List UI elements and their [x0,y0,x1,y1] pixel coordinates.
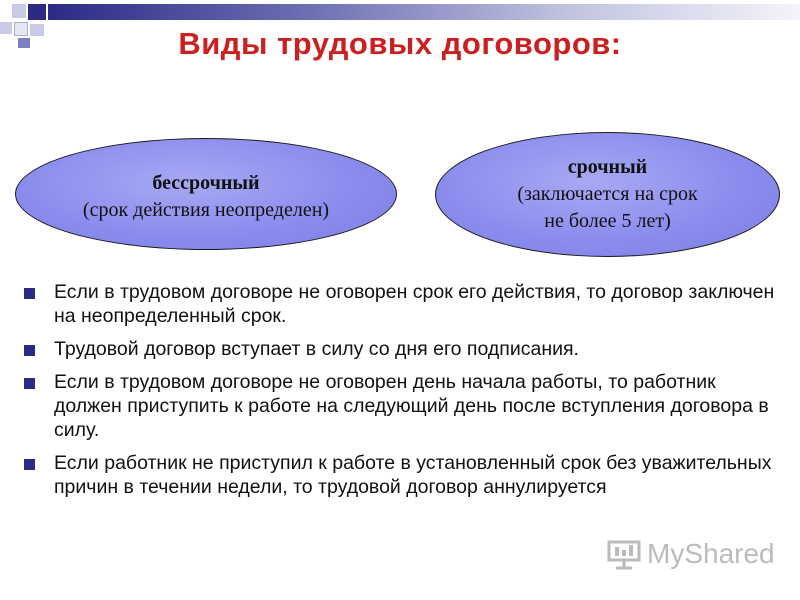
slide-title: Виды трудовых договоров: [178,26,622,61]
list-item [22,337,782,361]
watermark-text: MyShared [647,538,775,569]
square-bullet-icon [24,345,35,356]
indefinite-contract-heading: бессрочный [152,172,260,194]
list-item-text: Если в трудовом договоре не оговорен срок его действия, то договор заключен на неопределенный срок. [54,281,775,327]
list-item [22,370,782,442]
square-bullet-icon [24,288,35,299]
decor-square [28,4,46,20]
list-item-text: Если в трудовом договоре не оговорен день начала работы, то работник должен приступить к работе на следующий день после вступления договора в силу. [54,371,769,441]
decor-square [12,4,26,18]
list-item-text: Если работник не приступил к работе в установленный срок без уважительных причин в течении недели, то трудовой договор аннулируется [54,452,772,498]
top-gradient-bar [48,4,800,20]
square-bullet-icon [24,459,35,470]
list-item-text: Трудовой договор вступает в силу со дня его подписания. [54,338,579,360]
list-item [22,451,782,499]
square-bullet-icon [24,378,35,389]
list-item [22,280,782,328]
indefinite-contract-note: (срок действия неопределен) [82,199,330,221]
fixed-term-contract-note-line1: (заключается на срок [517,183,698,205]
fixed-term-contract-ellipse [435,132,780,257]
rules-list [22,280,782,508]
indefinite-contract-ellipse [15,138,397,250]
fixed-term-contract-heading: срочный [567,156,648,178]
watermark-logo [607,536,775,576]
fixed-term-contract-note-line2: не более 5 лет) [544,210,671,232]
presentation-screen-icon [607,540,641,570]
